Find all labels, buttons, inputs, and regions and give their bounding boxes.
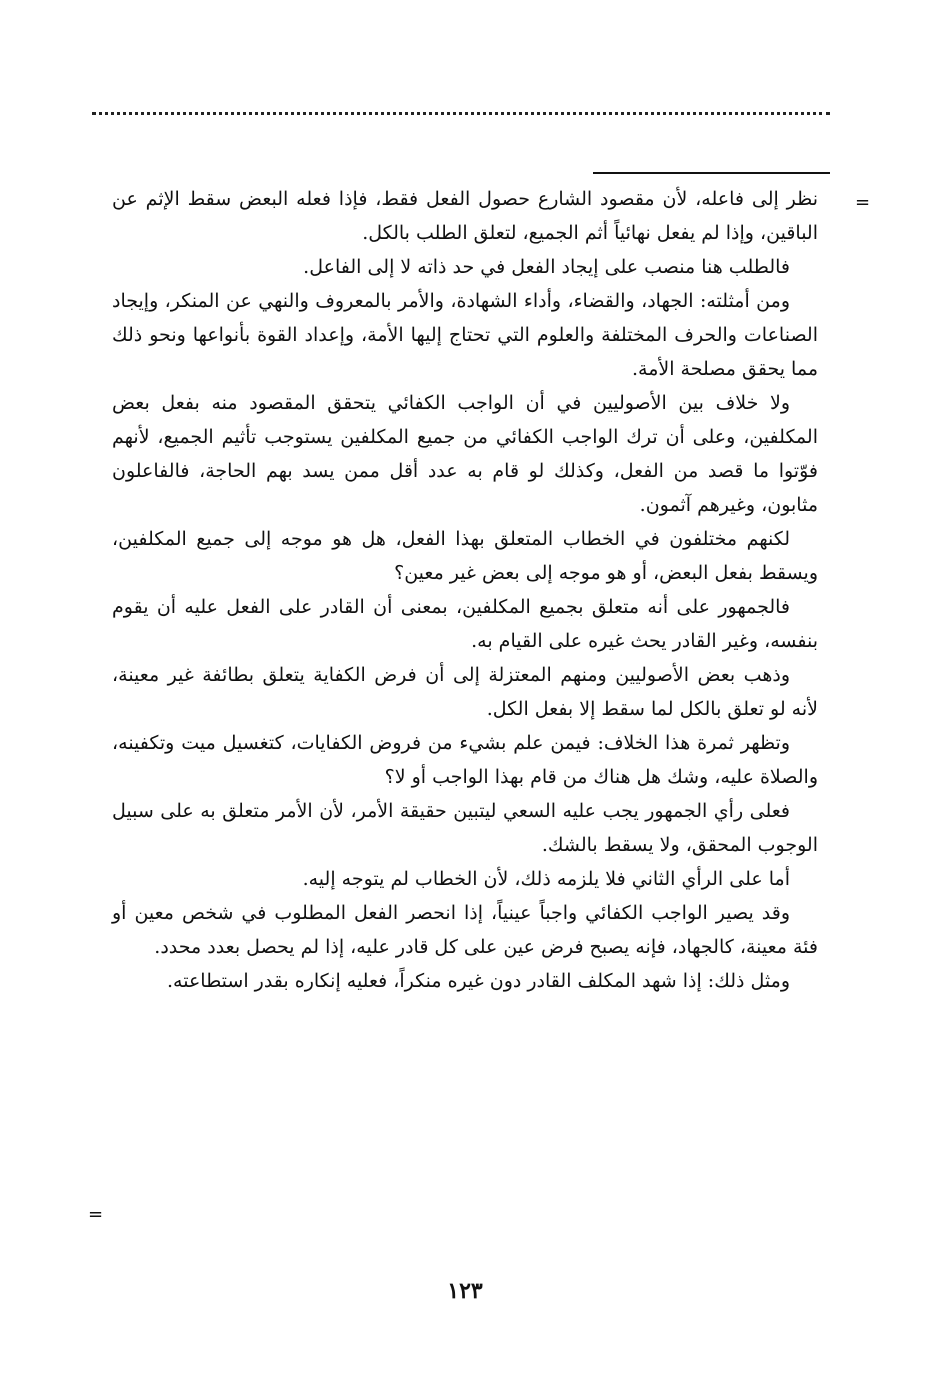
paragraph-2: فالطلب هنا منصب على إيجاد الفعل في حد ذاته لا إلى الفاعل.	[303, 256, 790, 278]
page-number: ١٢٣	[447, 1278, 483, 1304]
paragraph-1: نظر إلى فاعله، لأن مقصود الشارع حصول الفعل فقط، فإذا فعله البعض سقط الإثم عن الباقين، وإذا لم يفعل نهائياً أثم الجميع، لتعلق الطلب بالكل.	[112, 188, 818, 244]
paragraph-6: فالجمهور على أنه متعلق بجميع المكلفين، بمعنى أن القادر على الفعل عليه أن يقوم بنفسه، وغير القادر يحث غيره على القيام به.	[112, 596, 818, 652]
continuation-mark-top: =	[855, 192, 871, 213]
paragraph-5: لكنهم مختلفون في الخطاب المتعلق بهذا الفعل، هل هو موجه إلى جميع المكلفين، ويسقط بفعل البعض، أو هو موجه إلى بعض غير معين؟	[112, 528, 818, 584]
paragraph-12: ومثل ذلك: إذا شهد المكلف القادر دون غيره منكراً، فعليه إنكاره بقدر استطاعته.	[167, 970, 790, 992]
continuation-mark-bottom: =	[88, 1204, 104, 1225]
footnote-body	[112, 182, 818, 998]
footnote-rule	[593, 172, 830, 174]
paragraph-4: ولا خلاف بين الأصوليين في أن الواجب الكفائي يتحقق المقصود منه بفعل بعض المكلفين، وعلى أن ترك الواجب الكفائي من جميع المكلفين يستوجب تأثيم الجميع، لأنهم فوّتوا ما قصد من الفعل، وكذلك لو قام به عدد أقل ممن يسد بهم الحاجة، فالفاعلون مثابون، وغيرهم آثمون.	[112, 392, 818, 516]
paragraph-9: فعلى رأي الجمهور يجب عليه السعي ليتبين حقيقة الأمر، لأن الأمر متعلق به على سبيل الوجوب المحقق، ولا يسقط بالشك.	[112, 800, 818, 856]
paragraph-3: ومن أمثلته: الجهاد، والقضاء، وأداء الشهادة، والأمر بالمعروف والنهي عن المنكر، وإيجاد الصناعات والحرف المختلفة والعلوم التي تحتاج إليها الأمة، وإعداد القوة بأنواعها ونحو ذلك مما يحقق مصلحة الأمة.	[112, 290, 818, 380]
paragraph-8: وتظهر ثمرة هذا الخلاف: فيمن علم بشيء من فروض الكفايات، كتغسيل ميت وتكفينه، والصلاة عليه، وشك هل هناك من قام بهذا الواجب أو لا؟	[112, 732, 818, 788]
paragraph-10: أما على الرأي الثاني فلا يلزمه ذلك، لأن الخطاب لم يتوجه إليه.	[302, 868, 790, 890]
dotted-separator	[92, 112, 830, 115]
paragraph-7: وذهب بعض الأصوليين ومنهم المعتزلة إلى أن فرض الكفاية يتعلق بطائفة غير معينة، لأنه لو تعلق بالكل لما سقط إلا بفعل الكل.	[112, 664, 818, 720]
paragraph-11: وقد يصير الواجب الكفائي واجباً عينياً، إذا انحصر الفعل المطلوب في شخص معين أو فئة معينة، كالجهاد، فإنه يصبح فرض عين على كل قادر عليه، إذا لم يحصل بعدد محدد.	[112, 902, 818, 958]
